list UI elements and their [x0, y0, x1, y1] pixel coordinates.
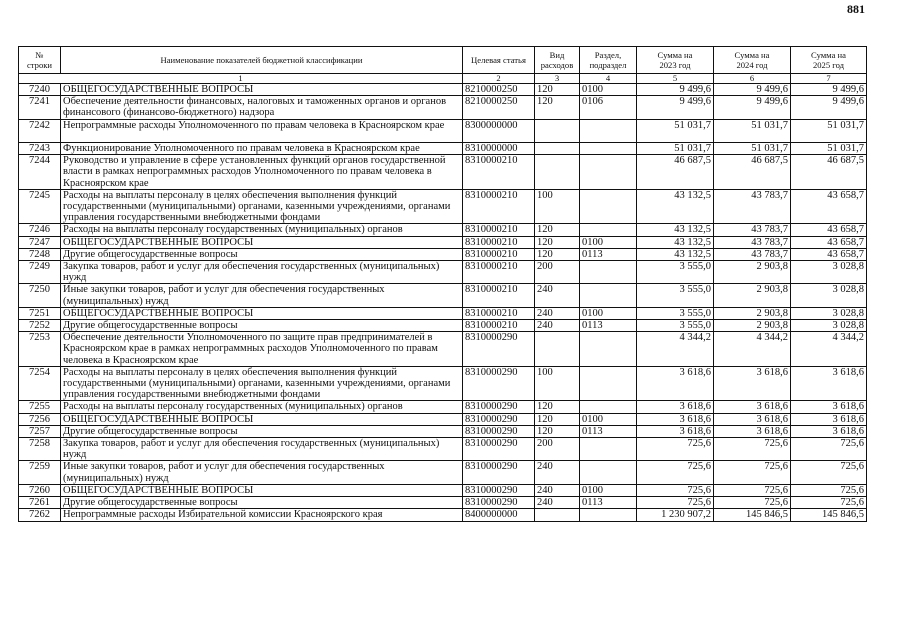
- cell-target-code: 8310000000: [463, 143, 535, 155]
- cell-section: [580, 261, 637, 284]
- cell-sum-2025: 43 658,7: [791, 189, 867, 224]
- header-number-6: 6: [714, 74, 791, 84]
- cell-sum-2024: 725,6: [714, 438, 791, 461]
- table-row: [19, 84, 867, 96]
- cell-target-code: 8310000290: [463, 332, 535, 367]
- cell-sum-2023: 3 618,6: [637, 425, 714, 437]
- table-row: [19, 307, 867, 319]
- cell-target-code: 8310000290: [463, 425, 535, 437]
- cell-name: Иные закупки товаров, работ и услуг для обеспечения государственных (муниципальных) нужд: [61, 461, 463, 484]
- cell-name: Обеспечение деятельности Уполномоченного по защите прав предпринимателей в Красноярском крае в рамках непрограммных расходов Уполномоченного по правам человека в Красноярском крае: [61, 332, 463, 367]
- cell-target-code: 8210000250: [463, 96, 535, 119]
- cell-name: Другие общегосударственные вопросы: [61, 320, 463, 332]
- cell-name: Закупка товаров, работ и услуг для обеспечения государственных (муниципальных) нужд: [61, 438, 463, 461]
- cell-target-code: 8310000290: [463, 438, 535, 461]
- cell-sum-2023: 3 618,6: [637, 366, 714, 401]
- cell-expense-type: 100: [535, 189, 580, 224]
- header-number-2: 2: [463, 74, 535, 84]
- cell-sum-2024: 43 783,7: [714, 236, 791, 248]
- cell-expense-type: 120: [535, 236, 580, 248]
- cell-sum-2025: 46 687,5: [791, 155, 867, 190]
- cell-expense-type: [535, 143, 580, 155]
- cell-sum-2023: 46 687,5: [637, 155, 714, 190]
- cell-target-code: 8310000290: [463, 413, 535, 425]
- cell-sum-2024: 725,6: [714, 461, 791, 484]
- cell-sum-2023: 3 618,6: [637, 413, 714, 425]
- cell-sum-2025: 3 618,6: [791, 425, 867, 437]
- cell-expense-type: 240: [535, 307, 580, 319]
- cell-row-no: 7245: [19, 189, 61, 224]
- cell-row-no: 7252: [19, 320, 61, 332]
- cell-row-no: 7241: [19, 96, 61, 119]
- cell-target-code: 8300000000: [463, 119, 535, 142]
- cell-sum-2023: 43 132,5: [637, 248, 714, 260]
- cell-expense-type: 120: [535, 84, 580, 96]
- cell-section: [580, 401, 637, 413]
- header-sum-2025: Сумма на 2025 год: [791, 47, 867, 74]
- cell-sum-2023: 1 230 907,2: [637, 509, 714, 521]
- cell-sum-2024: 43 783,7: [714, 189, 791, 224]
- cell-sum-2023: 43 132,5: [637, 224, 714, 236]
- table-row: [19, 261, 867, 284]
- header-expense-type: Вид расходов: [535, 47, 580, 74]
- cell-sum-2024: 145 846,5: [714, 509, 791, 521]
- table-row: [19, 332, 867, 367]
- cell-expense-type: 120: [535, 425, 580, 437]
- cell-section: 0100: [580, 84, 637, 96]
- cell-target-code: 8310000210: [463, 261, 535, 284]
- cell-sum-2025: 43 658,7: [791, 224, 867, 236]
- table-row: [19, 189, 867, 224]
- cell-expense-type: 120: [535, 96, 580, 119]
- cell-target-code: 8400000000: [463, 509, 535, 521]
- table-row: [19, 497, 867, 509]
- cell-expense-type: 120: [535, 413, 580, 425]
- cell-section: 0100: [580, 236, 637, 248]
- table-row: [19, 143, 867, 155]
- cell-section: [580, 438, 637, 461]
- page-number: 881: [847, 2, 865, 16]
- cell-sum-2025: 3 028,8: [791, 284, 867, 307]
- cell-name: Расходы на выплаты персоналу государственных (муниципальных) органов: [61, 224, 463, 236]
- cell-row-no: 7254: [19, 366, 61, 401]
- cell-name: ОБЩЕГОСУДАРСТВЕННЫЕ ВОПРОСЫ: [61, 307, 463, 319]
- cell-sum-2024: 2 903,8: [714, 307, 791, 319]
- table-row: [19, 509, 867, 521]
- cell-target-code: 8310000290: [463, 366, 535, 401]
- cell-sum-2024: 2 903,8: [714, 261, 791, 284]
- cell-row-no: 7250: [19, 284, 61, 307]
- cell-row-no: 7259: [19, 461, 61, 484]
- cell-sum-2023: 3 555,0: [637, 307, 714, 319]
- cell-sum-2023: 3 618,6: [637, 401, 714, 413]
- cell-target-code: 8310000290: [463, 497, 535, 509]
- cell-target-code: 8310000210: [463, 320, 535, 332]
- cell-row-no: 7248: [19, 248, 61, 260]
- cell-sum-2023: 51 031,7: [637, 119, 714, 142]
- cell-sum-2023: 725,6: [637, 438, 714, 461]
- cell-row-no: 7258: [19, 438, 61, 461]
- cell-target-code: 8310000210: [463, 224, 535, 236]
- cell-sum-2025: 725,6: [791, 461, 867, 484]
- cell-name: Расходы на выплаты персоналу в целях обеспечения выполнения функций государственными (муниципальными) органами, казенными учреждениями, органами управления государственными внебюджетными фондами: [61, 366, 463, 401]
- table-row: [19, 155, 867, 190]
- header-sum-2023: Сумма на 2023 год: [637, 47, 714, 74]
- cell-expense-type: 100: [535, 366, 580, 401]
- cell-name: Расходы на выплаты персоналу в целях обеспечения выполнения функций государственными (муниципальными) органами, казенными учреждениями, органами управления государственными внебюджетными фондами: [61, 189, 463, 224]
- cell-name: Другие общегосударственные вопросы: [61, 497, 463, 509]
- cell-name: ОБЩЕГОСУДАРСТВЕННЫЕ ВОПРОСЫ: [61, 413, 463, 425]
- cell-sum-2025: 51 031,7: [791, 119, 867, 142]
- cell-section: 0106: [580, 96, 637, 119]
- header-sum-2024: Сумма на 2024 год: [714, 47, 791, 74]
- table-row: [19, 461, 867, 484]
- cell-sum-2023: 4 344,2: [637, 332, 714, 367]
- table-row: [19, 119, 867, 142]
- cell-sum-2023: 43 132,5: [637, 236, 714, 248]
- cell-row-no: 7246: [19, 224, 61, 236]
- table-row: [19, 96, 867, 119]
- table-row: [19, 413, 867, 425]
- cell-expense-type: 200: [535, 438, 580, 461]
- header-number-4: 4: [580, 74, 637, 84]
- cell-sum-2024: 43 783,7: [714, 224, 791, 236]
- cell-expense-type: 240: [535, 320, 580, 332]
- cell-sum-2023: 3 555,0: [637, 261, 714, 284]
- cell-name: ОБЩЕГОСУДАРСТВЕННЫЕ ВОПРОСЫ: [61, 236, 463, 248]
- cell-sum-2023: 725,6: [637, 497, 714, 509]
- cell-sum-2025: 725,6: [791, 484, 867, 496]
- cell-target-code: 8210000250: [463, 84, 535, 96]
- cell-row-no: 7262: [19, 509, 61, 521]
- cell-name: Другие общегосударственные вопросы: [61, 425, 463, 437]
- cell-section: 0113: [580, 425, 637, 437]
- cell-name: Функционирование Уполномоченного по правам человека в Красноярском крае: [61, 143, 463, 155]
- cell-sum-2025: 3 618,6: [791, 413, 867, 425]
- table-row: [19, 425, 867, 437]
- cell-sum-2023: 725,6: [637, 461, 714, 484]
- cell-expense-type: 200: [535, 261, 580, 284]
- cell-sum-2025: 4 344,2: [791, 332, 867, 367]
- cell-name: Непрограммные расходы Избирательной комиссии Красноярского края: [61, 509, 463, 521]
- header-number-5: 5: [637, 74, 714, 84]
- header-number-1: 1: [19, 74, 463, 84]
- cell-expense-type: 240: [535, 497, 580, 509]
- cell-sum-2025: 3 028,8: [791, 320, 867, 332]
- cell-sum-2023: 725,6: [637, 484, 714, 496]
- cell-section: [580, 224, 637, 236]
- cell-sum-2024: 3 618,6: [714, 401, 791, 413]
- cell-sum-2025: 145 846,5: [791, 509, 867, 521]
- cell-target-code: 8310000210: [463, 284, 535, 307]
- table-row: [19, 484, 867, 496]
- cell-sum-2024: 725,6: [714, 484, 791, 496]
- table-row: [19, 224, 867, 236]
- cell-sum-2024: 725,6: [714, 497, 791, 509]
- cell-section: [580, 284, 637, 307]
- cell-sum-2024: 46 687,5: [714, 155, 791, 190]
- cell-name: Иные закупки товаров, работ и услуг для обеспечения государственных (муниципальных) нужд: [61, 284, 463, 307]
- cell-row-no: 7257: [19, 425, 61, 437]
- cell-section: [580, 119, 637, 142]
- cell-section: 0100: [580, 307, 637, 319]
- cell-target-code: 8310000290: [463, 461, 535, 484]
- table-row: [19, 320, 867, 332]
- cell-row-no: 7255: [19, 401, 61, 413]
- cell-section: [580, 366, 637, 401]
- cell-sum-2024: 2 903,8: [714, 320, 791, 332]
- cell-sum-2025: 725,6: [791, 438, 867, 461]
- cell-sum-2024: 43 783,7: [714, 248, 791, 260]
- cell-name: Закупка товаров, работ и услуг для обеспечения государственных (муниципальных) нужд: [61, 261, 463, 284]
- header-section: Раздел, подраздел: [580, 47, 637, 74]
- header-target: Целевая статья: [463, 47, 535, 74]
- table-row: [19, 248, 867, 260]
- cell-sum-2025: 3 028,8: [791, 261, 867, 284]
- cell-name: Другие общегосударственные вопросы: [61, 248, 463, 260]
- table-row: [19, 438, 867, 461]
- header-number-3: 3: [535, 74, 580, 84]
- cell-section: 0100: [580, 484, 637, 496]
- cell-sum-2023: 9 499,6: [637, 84, 714, 96]
- cell-section: 0113: [580, 320, 637, 332]
- cell-sum-2024: 3 618,6: [714, 366, 791, 401]
- cell-sum-2025: 43 658,7: [791, 236, 867, 248]
- cell-target-code: 8310000210: [463, 248, 535, 260]
- cell-expense-type: [535, 332, 580, 367]
- budget-table: [18, 46, 867, 522]
- cell-sum-2024: 51 031,7: [714, 143, 791, 155]
- cell-row-no: 7243: [19, 143, 61, 155]
- cell-sum-2025: 51 031,7: [791, 143, 867, 155]
- cell-section: 0100: [580, 413, 637, 425]
- cell-sum-2023: 9 499,6: [637, 96, 714, 119]
- cell-sum-2025: 3 028,8: [791, 307, 867, 319]
- cell-row-no: 7247: [19, 236, 61, 248]
- table-header: [19, 47, 867, 84]
- cell-expense-type: 120: [535, 248, 580, 260]
- cell-row-no: 7261: [19, 497, 61, 509]
- cell-sum-2024: 9 499,6: [714, 84, 791, 96]
- table-row: [19, 236, 867, 248]
- cell-target-code: 8310000210: [463, 155, 535, 190]
- header-row-no: № строки: [19, 47, 61, 74]
- cell-target-code: 8310000290: [463, 401, 535, 413]
- cell-section: [580, 143, 637, 155]
- header-name: Наименование показателей бюджетной классификации: [61, 47, 463, 74]
- cell-sum-2024: 2 903,8: [714, 284, 791, 307]
- cell-row-no: 7242: [19, 119, 61, 142]
- cell-target-code: 8310000210: [463, 189, 535, 224]
- cell-target-code: 8310000210: [463, 236, 535, 248]
- cell-expense-type: 120: [535, 224, 580, 236]
- cell-section: [580, 189, 637, 224]
- cell-name: Обеспечение деятельности финансовых, налоговых и таможенных органов и органов финансового (финансово-бюджетного) надзора: [61, 96, 463, 119]
- cell-section: 0113: [580, 248, 637, 260]
- cell-sum-2024: 9 499,6: [714, 96, 791, 119]
- cell-row-no: 7251: [19, 307, 61, 319]
- cell-section: [580, 332, 637, 367]
- cell-sum-2023: 43 132,5: [637, 189, 714, 224]
- cell-name: Руководство и управление в сфере установленных функций органов государственной власти в рамках непрограммных расходов Уполномоченного по правам человека в Красноярском крае: [61, 155, 463, 190]
- cell-section: [580, 155, 637, 190]
- table-body: [19, 84, 867, 522]
- cell-sum-2024: 4 344,2: [714, 332, 791, 367]
- cell-section: [580, 509, 637, 521]
- cell-row-no: 7244: [19, 155, 61, 190]
- cell-target-code: 8310000290: [463, 484, 535, 496]
- cell-sum-2024: 51 031,7: [714, 119, 791, 142]
- cell-sum-2025: 3 618,6: [791, 401, 867, 413]
- cell-expense-type: 240: [535, 461, 580, 484]
- table-row: [19, 284, 867, 307]
- cell-expense-type: 240: [535, 484, 580, 496]
- cell-row-no: 7249: [19, 261, 61, 284]
- cell-expense-type: [535, 509, 580, 521]
- cell-sum-2023: 3 555,0: [637, 320, 714, 332]
- cell-expense-type: [535, 155, 580, 190]
- cell-sum-2025: 9 499,6: [791, 96, 867, 119]
- cell-row-no: 7253: [19, 332, 61, 367]
- cell-target-code: 8310000210: [463, 307, 535, 319]
- cell-name: ОБЩЕГОСУДАРСТВЕННЫЕ ВОПРОСЫ: [61, 484, 463, 496]
- cell-expense-type: 120: [535, 401, 580, 413]
- cell-name: Непрограммные расходы Уполномоченного по правам человека в Красноярском крае: [61, 119, 463, 142]
- cell-sum-2025: 43 658,7: [791, 248, 867, 260]
- table-row: [19, 401, 867, 413]
- cell-sum-2023: 51 031,7: [637, 143, 714, 155]
- cell-sum-2025: 9 499,6: [791, 84, 867, 96]
- cell-name: ОБЩЕГОСУДАРСТВЕННЫЕ ВОПРОСЫ: [61, 84, 463, 96]
- cell-expense-type: 240: [535, 284, 580, 307]
- cell-row-no: 7240: [19, 84, 61, 96]
- header-numbers-row: [19, 74, 867, 84]
- cell-expense-type: [535, 119, 580, 142]
- cell-section: 0113: [580, 497, 637, 509]
- cell-sum-2025: 3 618,6: [791, 366, 867, 401]
- cell-name: Расходы на выплаты персоналу государственных (муниципальных) органов: [61, 401, 463, 413]
- cell-row-no: 7256: [19, 413, 61, 425]
- cell-sum-2025: 725,6: [791, 497, 867, 509]
- cell-sum-2024: 3 618,6: [714, 425, 791, 437]
- cell-row-no: 7260: [19, 484, 61, 496]
- cell-sum-2023: 3 555,0: [637, 284, 714, 307]
- table-row: [19, 366, 867, 401]
- cell-section: [580, 461, 637, 484]
- cell-sum-2024: 3 618,6: [714, 413, 791, 425]
- header-number-7: 7: [791, 74, 867, 84]
